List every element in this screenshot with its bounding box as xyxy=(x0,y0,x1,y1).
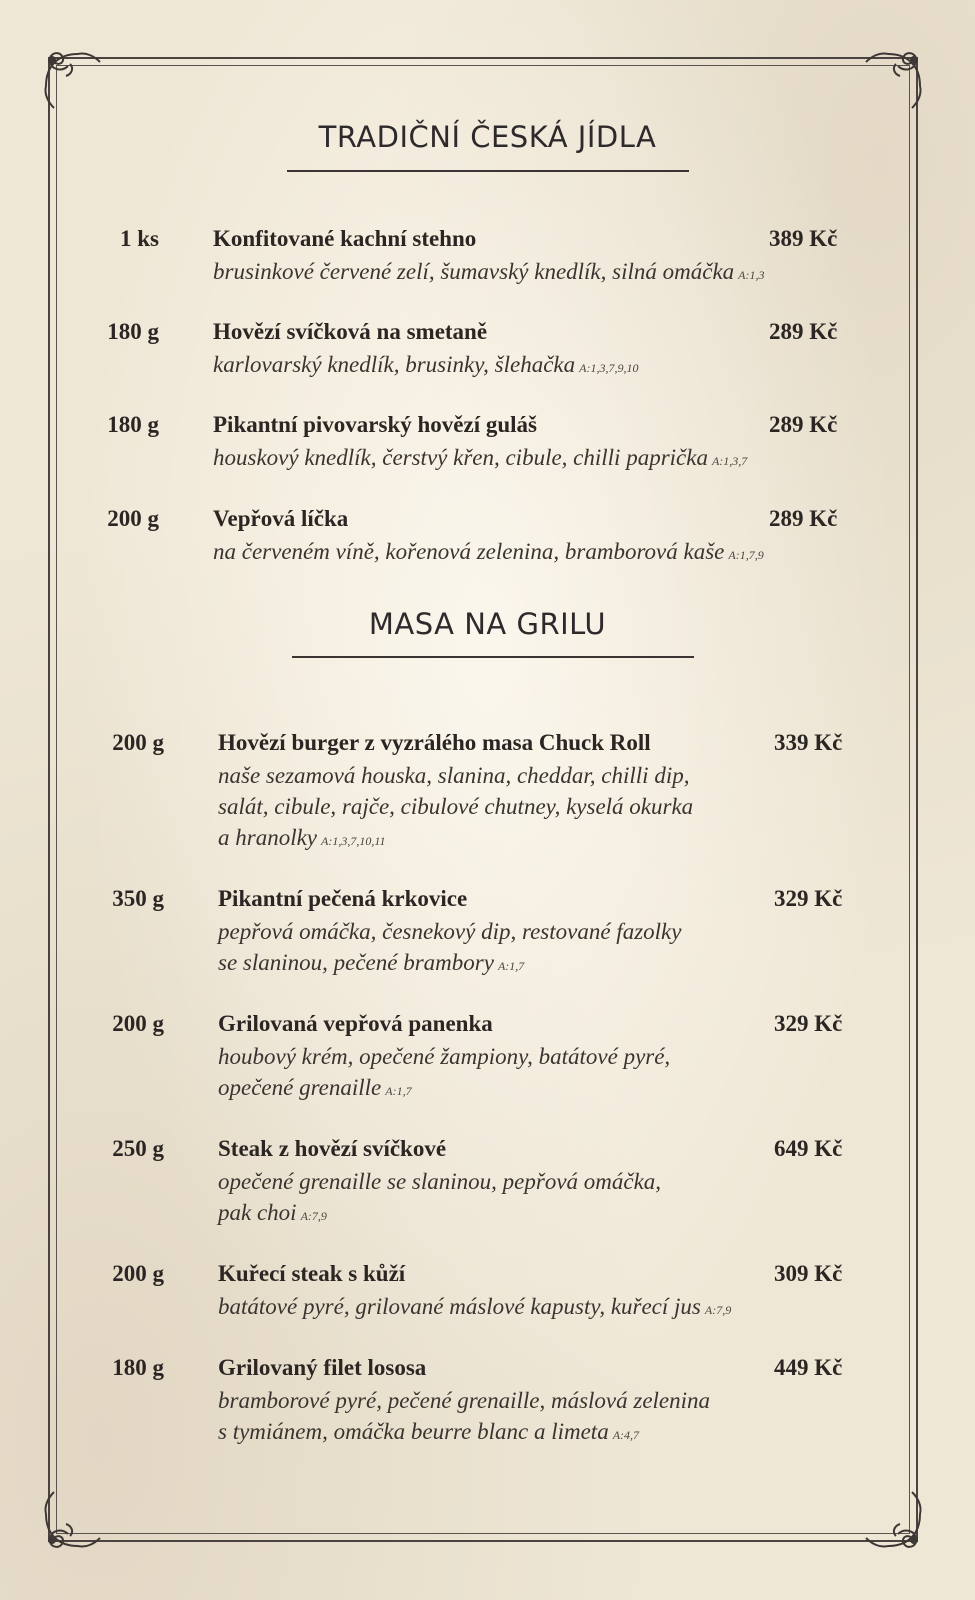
item-name: Steak z hovězí svíčkové xyxy=(218,1136,447,1161)
item-description-line: bramborové pyré, pečené grenaille, máslová zelenina xyxy=(218,1388,711,1413)
corner-ornament-bottom-right xyxy=(858,1484,928,1554)
item-description xyxy=(218,1291,731,1326)
item-description xyxy=(213,442,747,477)
item-allergens: A:4,7 xyxy=(612,1428,640,1442)
item-quantity: 350 g xyxy=(112,886,164,911)
item-allergens: A:1,3,7,10,11 xyxy=(321,834,386,848)
section-title-rule xyxy=(292,656,694,658)
item-allergens: A:1,7 xyxy=(385,1084,412,1098)
item-price: 289 Kč xyxy=(769,506,838,531)
item-quantity: 180 g xyxy=(112,1355,164,1380)
item-description-line: houbový krém, opečené žampiony, batátové pyré, xyxy=(218,1044,671,1069)
item-description-line: brusinkové červené zelí, šumavský knedlík, silná omáčka xyxy=(213,259,735,284)
item-allergens: A:7,9 xyxy=(704,1303,732,1317)
item-description-line: houskový knedlík, čerstvý křen, cibule, chilli paprička xyxy=(213,445,708,470)
item-allergens: A:1,3,7,9,10 xyxy=(579,361,639,375)
item-quantity: 200 g xyxy=(112,1261,164,1286)
item-name: Grilovaný filet lososa xyxy=(218,1355,427,1380)
item-quantity: 250 g xyxy=(112,1136,164,1161)
item-price: 649 Kč xyxy=(774,1136,843,1161)
item-quantity: 1 ks xyxy=(120,226,159,251)
item-description-line: a hranolky xyxy=(218,825,318,850)
section-title-rule xyxy=(287,170,689,172)
item-quantity: 180 g xyxy=(107,412,159,437)
item-description xyxy=(218,1166,661,1232)
item-description-line: s tymiánem, omáčka beurre blanc a limeta xyxy=(218,1419,609,1444)
item-price: 389 Kč xyxy=(769,226,838,251)
item-description-line: na červeném víně, kořenová zelenina, bramborová kaše xyxy=(213,539,725,564)
item-allergens: A:1,7 xyxy=(497,959,525,973)
item-quantity: 200 g xyxy=(107,506,159,531)
item-price: 339 Kč xyxy=(774,730,843,755)
item-description-line: batátové pyré, grilované máslové kapusty, kuřecí jus xyxy=(218,1294,701,1319)
item-name: Pikantní pečená krkovice xyxy=(218,886,468,911)
item-description xyxy=(213,349,638,384)
item-price: 329 Kč xyxy=(774,886,843,911)
item-description xyxy=(218,1041,670,1107)
item-name: Kuřecí steak s kůží xyxy=(218,1261,406,1286)
item-description xyxy=(218,916,681,982)
item-allergens: A:1,3,7 xyxy=(711,454,748,468)
item-description-line: se slaninou, pečené brambory xyxy=(218,950,494,975)
item-name: Grilovaná vepřová panenka xyxy=(218,1011,493,1036)
item-quantity: 180 g xyxy=(107,319,159,344)
section-title-grill: MASA NA GRILU xyxy=(368,607,607,641)
item-allergens: A:7,9 xyxy=(300,1209,327,1223)
item-description-line: naše sezamová houska, slanina, cheddar, chilli dip, xyxy=(218,763,690,788)
item-price: 289 Kč xyxy=(769,319,838,344)
item-name: Hovězí burger z vyzrálého masa Chuck Roll xyxy=(218,730,651,755)
item-name: Pikantní pivovarský hovězí guláš xyxy=(213,412,537,437)
corner-ornament-bottom-left xyxy=(38,1484,108,1554)
item-name: Konfitované kachní stehno xyxy=(213,226,477,251)
item-price: 449 Kč xyxy=(774,1355,843,1380)
item-allergens: A:1,7,9 xyxy=(728,548,764,562)
item-description xyxy=(213,536,764,571)
item-quantity: 200 g xyxy=(112,730,164,755)
item-description-line: opečené grenaille se slaninou, pepřová omáčka, xyxy=(218,1169,662,1194)
item-description xyxy=(213,256,764,291)
item-description-line: karlovarský knedlík, brusinky, šlehačka xyxy=(213,352,576,377)
corner-ornament-top-left xyxy=(38,46,108,116)
item-price: 329 Kč xyxy=(774,1011,843,1036)
item-description-line: pak choi xyxy=(218,1200,297,1225)
item-description-line: pepřová omáčka, česnekový dip, restované fazolky xyxy=(218,919,682,944)
corner-ornament-top-right xyxy=(858,46,928,116)
item-price: 289 Kč xyxy=(769,412,838,437)
item-description-line: salát, cibule, rajče, cibulové chutney, kyselá okurka xyxy=(218,794,694,819)
item-description xyxy=(218,760,693,857)
item-name: Hovězí svíčková na smetaně xyxy=(213,319,488,344)
section-title-traditional: TRADIČNÍ ČESKÁ JÍDLA xyxy=(318,120,657,154)
item-quantity: 200 g xyxy=(112,1011,164,1036)
item-price: 309 Kč xyxy=(774,1261,843,1286)
item-allergens: A:1,3 xyxy=(738,268,765,282)
item-description-line: opečené grenaille xyxy=(218,1075,382,1100)
item-description xyxy=(218,1385,710,1451)
item-name: Vepřová líčka xyxy=(213,506,349,531)
